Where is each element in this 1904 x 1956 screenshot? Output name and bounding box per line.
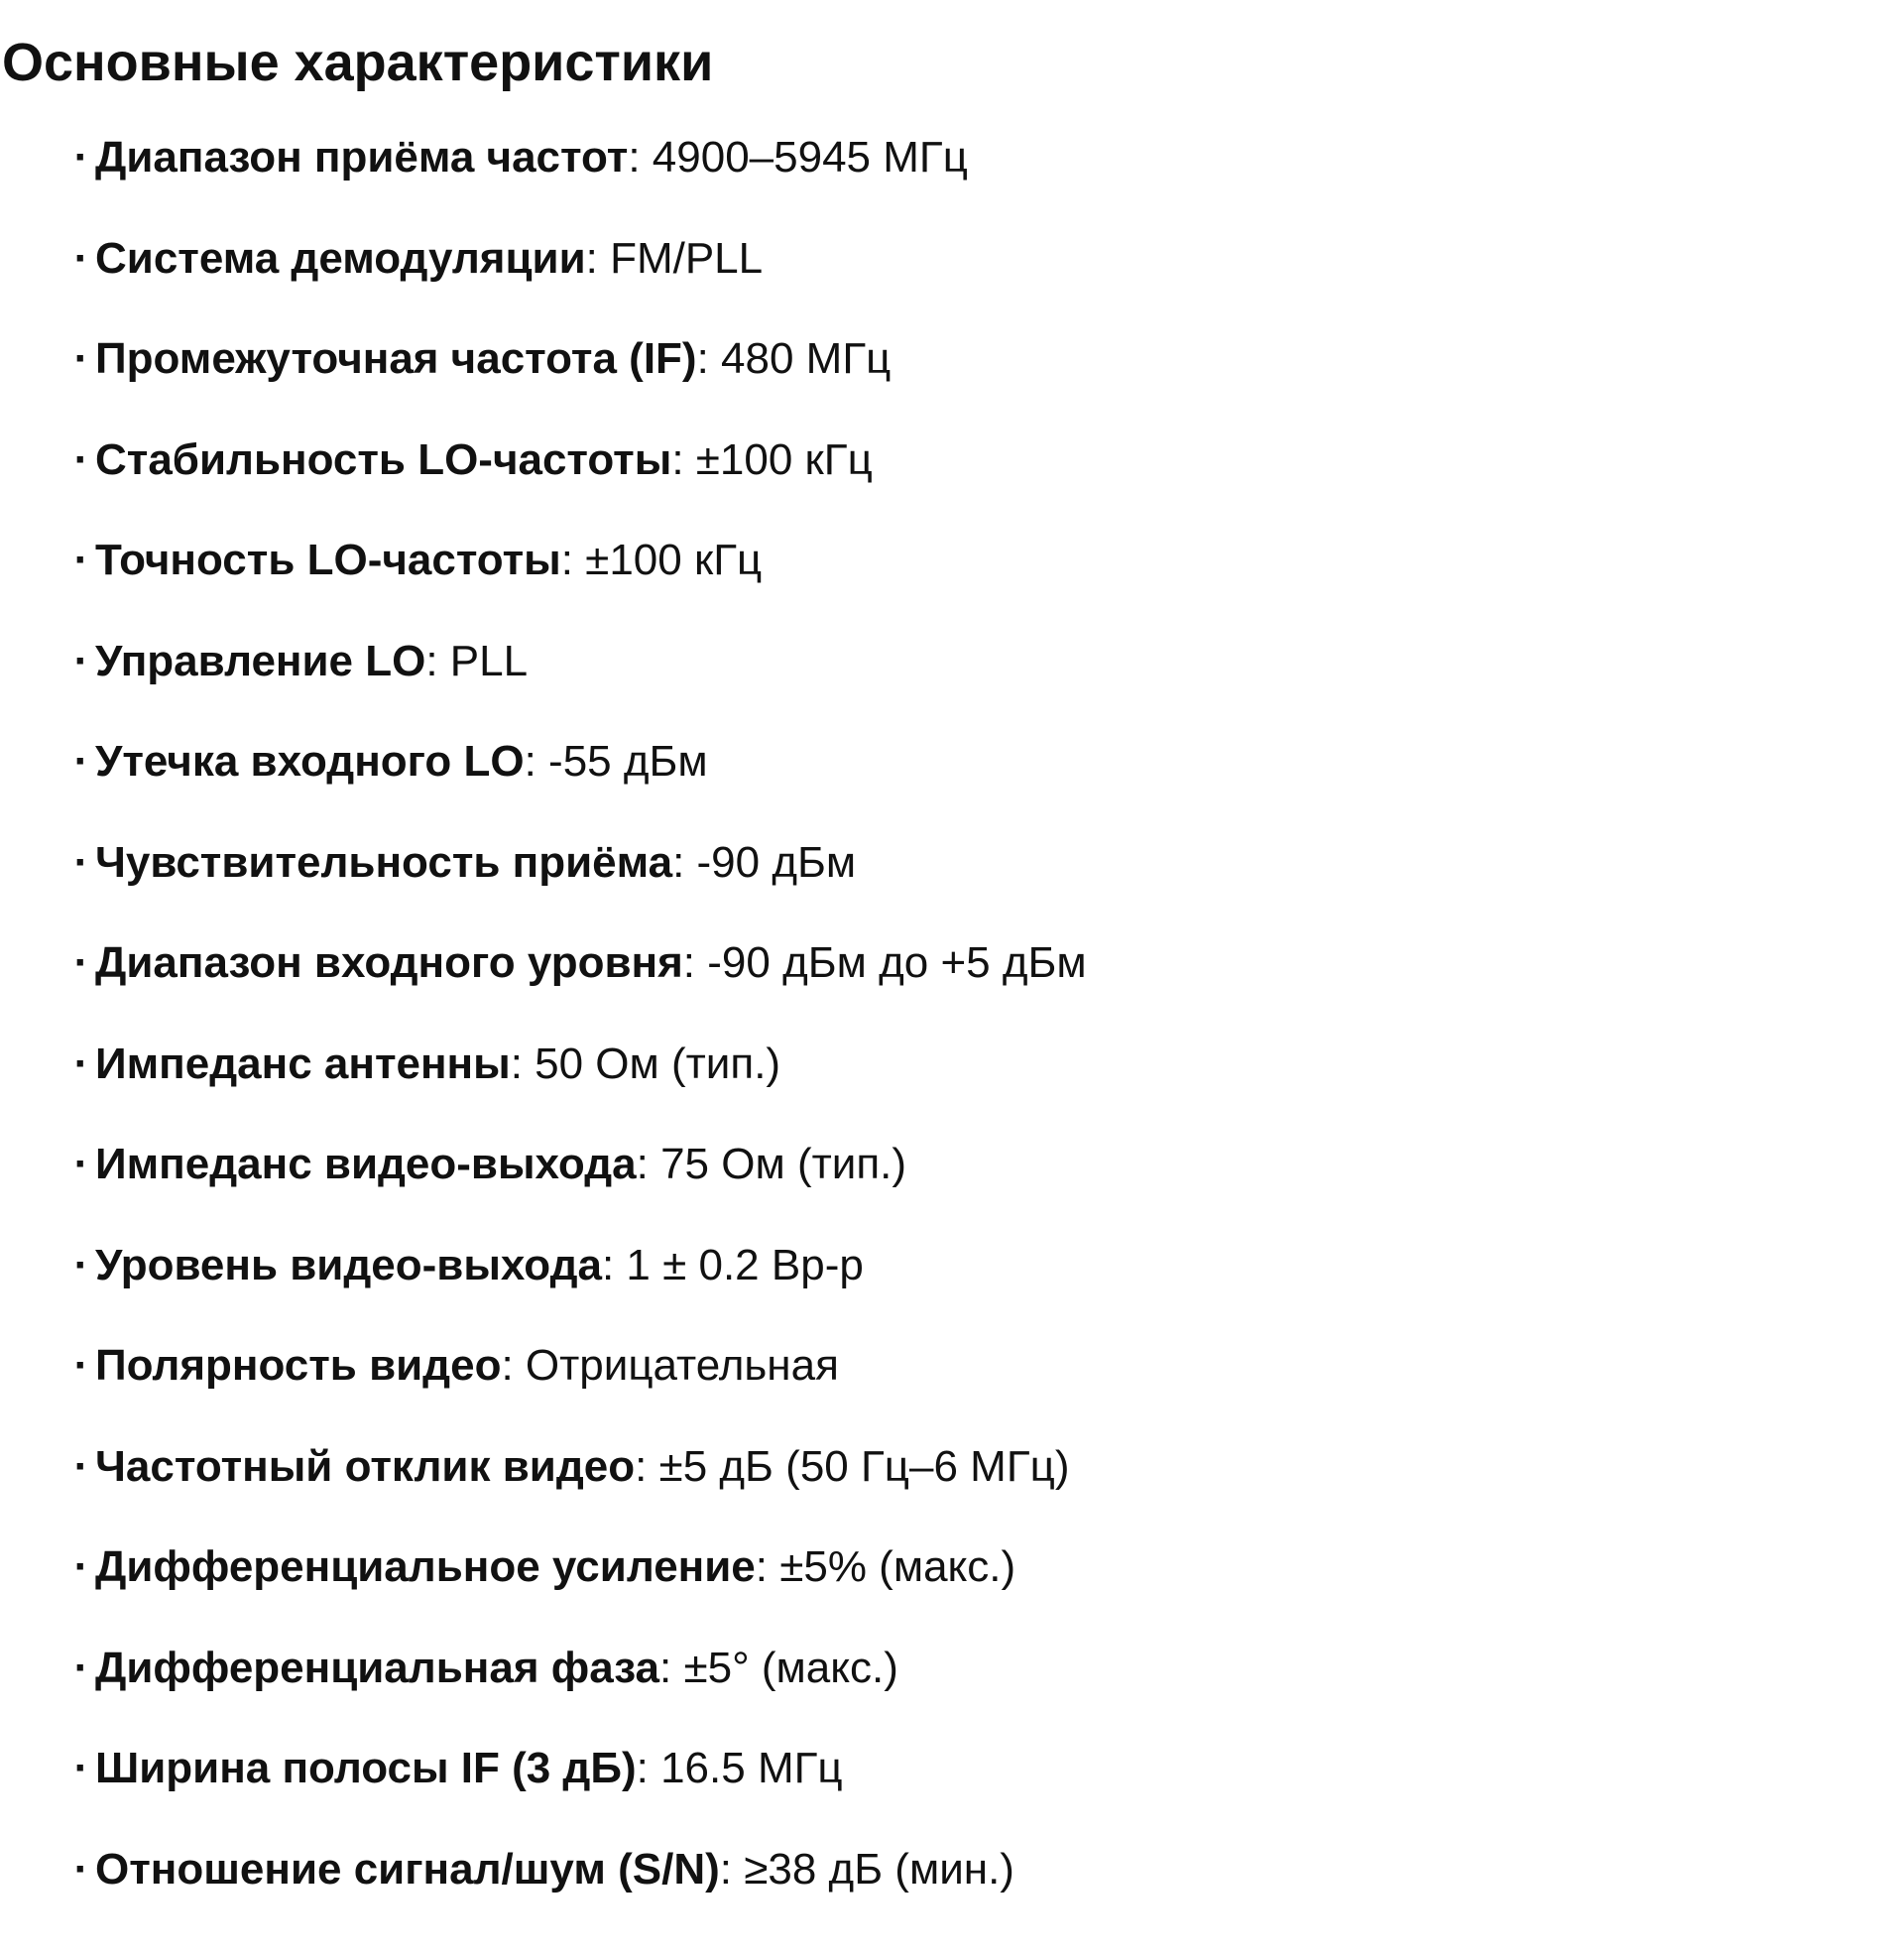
spec-item xyxy=(0,1640,1904,1741)
bullet-icon: · xyxy=(73,1844,89,1894)
spec-label: Система демодуляции xyxy=(95,233,586,283)
spec-label: Чувствительность приёма xyxy=(95,837,673,887)
bullet-icon: · xyxy=(73,1140,89,1188)
bullet-icon: · xyxy=(73,1039,89,1088)
spec-label: Полярность видео xyxy=(95,1341,502,1390)
spec-label: Уровень видео-выхода xyxy=(95,1240,602,1289)
spec-item xyxy=(0,1538,1904,1640)
bullet-icon: · xyxy=(73,1744,89,1792)
spec-value: : PLL xyxy=(425,636,529,685)
bullet-icon: · xyxy=(73,434,89,484)
spec-value: : ±5 дБ (50 Гц–6 МГц) xyxy=(635,1441,1070,1491)
spec-item xyxy=(0,129,1904,230)
bullet-icon: · xyxy=(73,1341,89,1390)
spec-value: : ≥38 дБ (мин.) xyxy=(719,1844,1014,1894)
bullet-icon: · xyxy=(73,1643,89,1692)
spec-value: : 4900–5945 МГц xyxy=(628,133,968,182)
spec-item xyxy=(0,934,1904,1036)
spec-list xyxy=(0,129,1904,1941)
spec-item xyxy=(0,834,1904,935)
spec-item xyxy=(0,1237,1904,1338)
spec-item xyxy=(0,1337,1904,1438)
spec-label: Стабильность LO-частоты xyxy=(95,434,672,484)
spec-value: : FM/PLL xyxy=(585,233,764,283)
spec-label: Дифференциальное усиление xyxy=(95,1542,756,1591)
spec-label: Импеданс антенны xyxy=(95,1039,511,1088)
bullet-icon: · xyxy=(73,1542,89,1591)
spec-label: Диапазон входного уровня xyxy=(95,938,683,987)
spec-item xyxy=(0,733,1904,834)
bullet-icon: · xyxy=(73,837,89,887)
spec-item xyxy=(0,230,1904,331)
bullet-icon: · xyxy=(73,636,89,685)
spec-value: : 16.5 МГц xyxy=(636,1744,843,1792)
spec-label: Точность LO-частоты xyxy=(95,536,561,584)
spec-item xyxy=(0,431,1904,533)
bullet-icon: · xyxy=(73,133,89,182)
spec-item xyxy=(0,1136,1904,1237)
spec-value: : 50 Ом (тип.) xyxy=(510,1039,781,1088)
bullet-icon: · xyxy=(73,938,89,987)
bullet-icon: · xyxy=(73,334,89,383)
spec-item xyxy=(0,633,1904,734)
spec-value: : 1 ± 0.2 Вр-р xyxy=(601,1240,864,1289)
section-heading: Основные характеристики xyxy=(2,33,714,92)
spec-value: : -90 дБм до +5 дБм xyxy=(682,938,1087,987)
spec-item xyxy=(0,1841,1904,1942)
spec-value: : 480 МГц xyxy=(696,334,892,383)
bullet-icon: · xyxy=(73,233,89,283)
spec-label: Дифференциальная фаза xyxy=(95,1643,659,1692)
spec-label: Отношение сигнал/шум (S/N) xyxy=(95,1844,720,1894)
spec-item xyxy=(0,1740,1904,1841)
spec-value: : ±5% (макс.) xyxy=(755,1542,1016,1591)
spec-item xyxy=(0,1036,1904,1137)
spec-value: : ±100 кГц xyxy=(560,536,763,584)
spec-value: : Отрицательная xyxy=(501,1341,839,1390)
spec-label: Ширина полосы IF (3 дБ) xyxy=(95,1744,637,1792)
spec-label: Диапазон приёма частот xyxy=(95,133,629,182)
spec-value: : ±5° (макс.) xyxy=(659,1643,898,1692)
spec-label: Импеданс видео-выхода xyxy=(95,1140,637,1188)
bullet-icon: · xyxy=(73,1441,89,1491)
spec-item xyxy=(0,330,1904,431)
spec-label: Утечка входного LO xyxy=(95,737,525,786)
spec-value: : 75 Ом (тип.) xyxy=(636,1140,907,1188)
bullet-icon: · xyxy=(73,536,89,584)
spec-item xyxy=(0,1438,1904,1539)
spec-value: : -90 дБм xyxy=(672,837,857,887)
spec-value: : -55 дБм xyxy=(524,737,708,786)
spec-item xyxy=(0,532,1904,633)
bullet-icon: · xyxy=(73,1240,89,1289)
spec-label: Частотный отклик видео xyxy=(95,1441,636,1491)
bullet-icon: · xyxy=(73,737,89,786)
spec-label: Управление LO xyxy=(95,636,426,685)
spec-label: Промежуточная частота (IF) xyxy=(95,334,697,383)
spec-value: : ±100 кГц xyxy=(671,434,873,484)
